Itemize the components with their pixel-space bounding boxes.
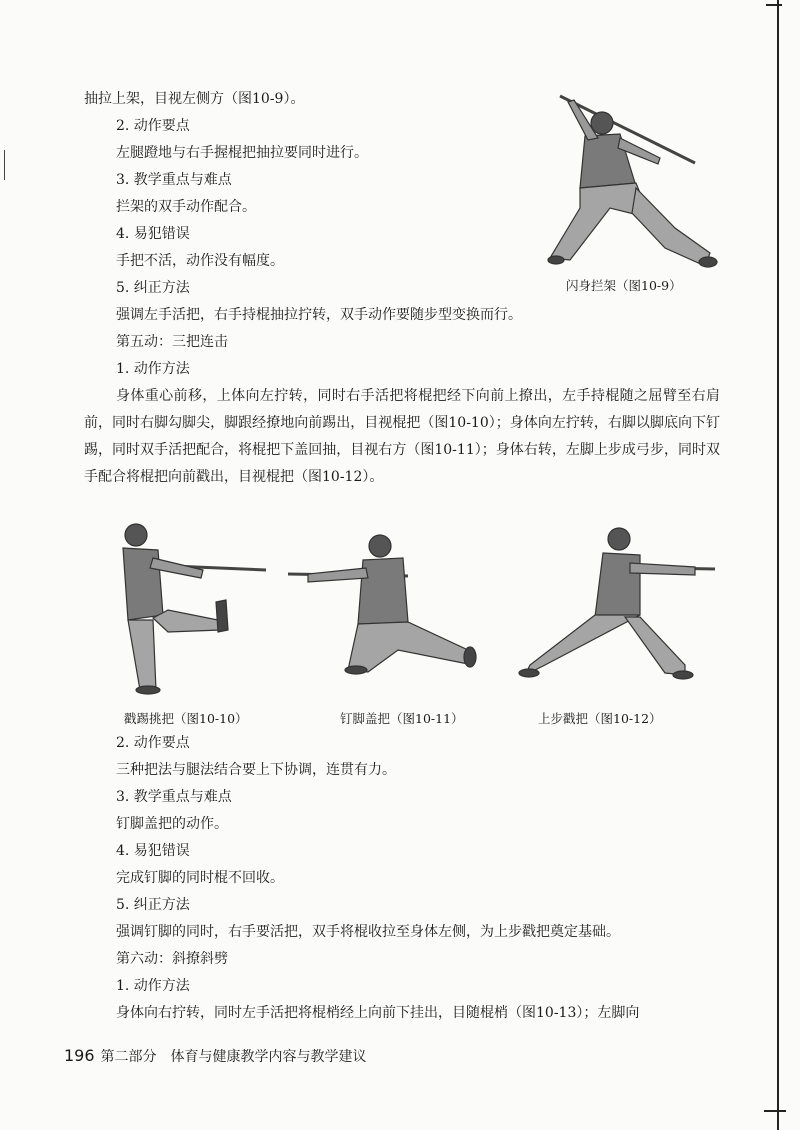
text-line: 三种把法与腿法结合要上下协调，连贯有力。 [116,762,396,778]
text-line: 强调钉脚的同时，右手要活把，双手将棍收拉至身体左侧，为上步戳把奠定基础。 [116,924,620,940]
page-edge-tick [764,1110,786,1112]
figure-10-10-illustration [108,520,268,695]
text-line: 抽拉上架，目视左侧方（图10-9）。 [84,91,305,107]
text-line: 强调左手活把，右手持棍抽拉拧转，双手动作要随步型变换而行。 [116,307,522,323]
section-heading: 5. 纠正方法 [116,897,190,913]
figure-caption: 上步戳把（图10-12） [538,711,662,726]
running-footer-title: 第二部分 体育与健康教学内容与教学建议 [100,1049,367,1065]
page-footer [64,1046,367,1066]
figure-caption: 戳踢挑把（图10-10） [124,711,248,726]
body-paragraph: 身体重心前移，上体向左拧转，同时右手活把将棍把经下向前上撩出，左手持棍随之屈臂至右肩前，同时右脚勾脚尖，脚跟经撩地向前踢出，目视棍把（图10-10）；身体向左拧转，右脚以脚底向下钉踢，同时双手活把配合，将棍把下盖回抽，目视右方（图10-11）；身体右转，左脚上步成弓步，同时双手配合将棍把向前戳出，目视棍把（图10-12）。 [84,388,720,485]
text-line: 身体向右拧转，同时左手活把将棍梢经上向前下挂出，目随棍梢（图10-13）；左脚向 [116,1005,640,1021]
section-heading: 4. 易犯错误 [116,843,190,859]
page-edge-tick [766,4,782,6]
section-heading: 2. 动作要点 [116,118,190,134]
section-heading: 5. 纠正方法 [116,280,190,296]
page-edge-mark [4,150,5,180]
text-line: 左腿蹬地与右手握棍把抽拉要同时进行。 [116,145,368,161]
text-line: 手把不活，动作没有幅度。 [116,253,284,269]
figure-10-11-illustration [288,532,488,682]
text-line: 钉脚盖把的动作。 [116,816,228,832]
section-heading: 3. 教学重点与难点 [116,172,232,188]
section-heading: 2. 动作要点 [116,735,190,751]
section-heading: 4. 易犯错误 [116,226,190,242]
section-heading: 第五动：三把连击 [116,334,228,350]
figure-10-9-illustration [540,88,720,273]
page-edge-line [777,0,779,1130]
page-number: 196 [64,1046,95,1065]
section-heading: 第六动：斜撩斜劈 [116,951,228,967]
text-line: 完成钉脚的同时棍不回收。 [116,870,284,886]
figure-caption: 钉脚盖把（图10-11） [340,711,464,726]
section-heading: 3. 教学重点与难点 [116,789,232,805]
figure-caption: 闪身拦架（图10-9） [566,278,682,293]
section-heading: 1. 动作方法 [116,978,190,994]
section-heading: 1. 动作方法 [116,361,190,377]
text-line: 拦架的双手动作配合。 [116,199,256,215]
figure-10-12-illustration [515,525,720,685]
